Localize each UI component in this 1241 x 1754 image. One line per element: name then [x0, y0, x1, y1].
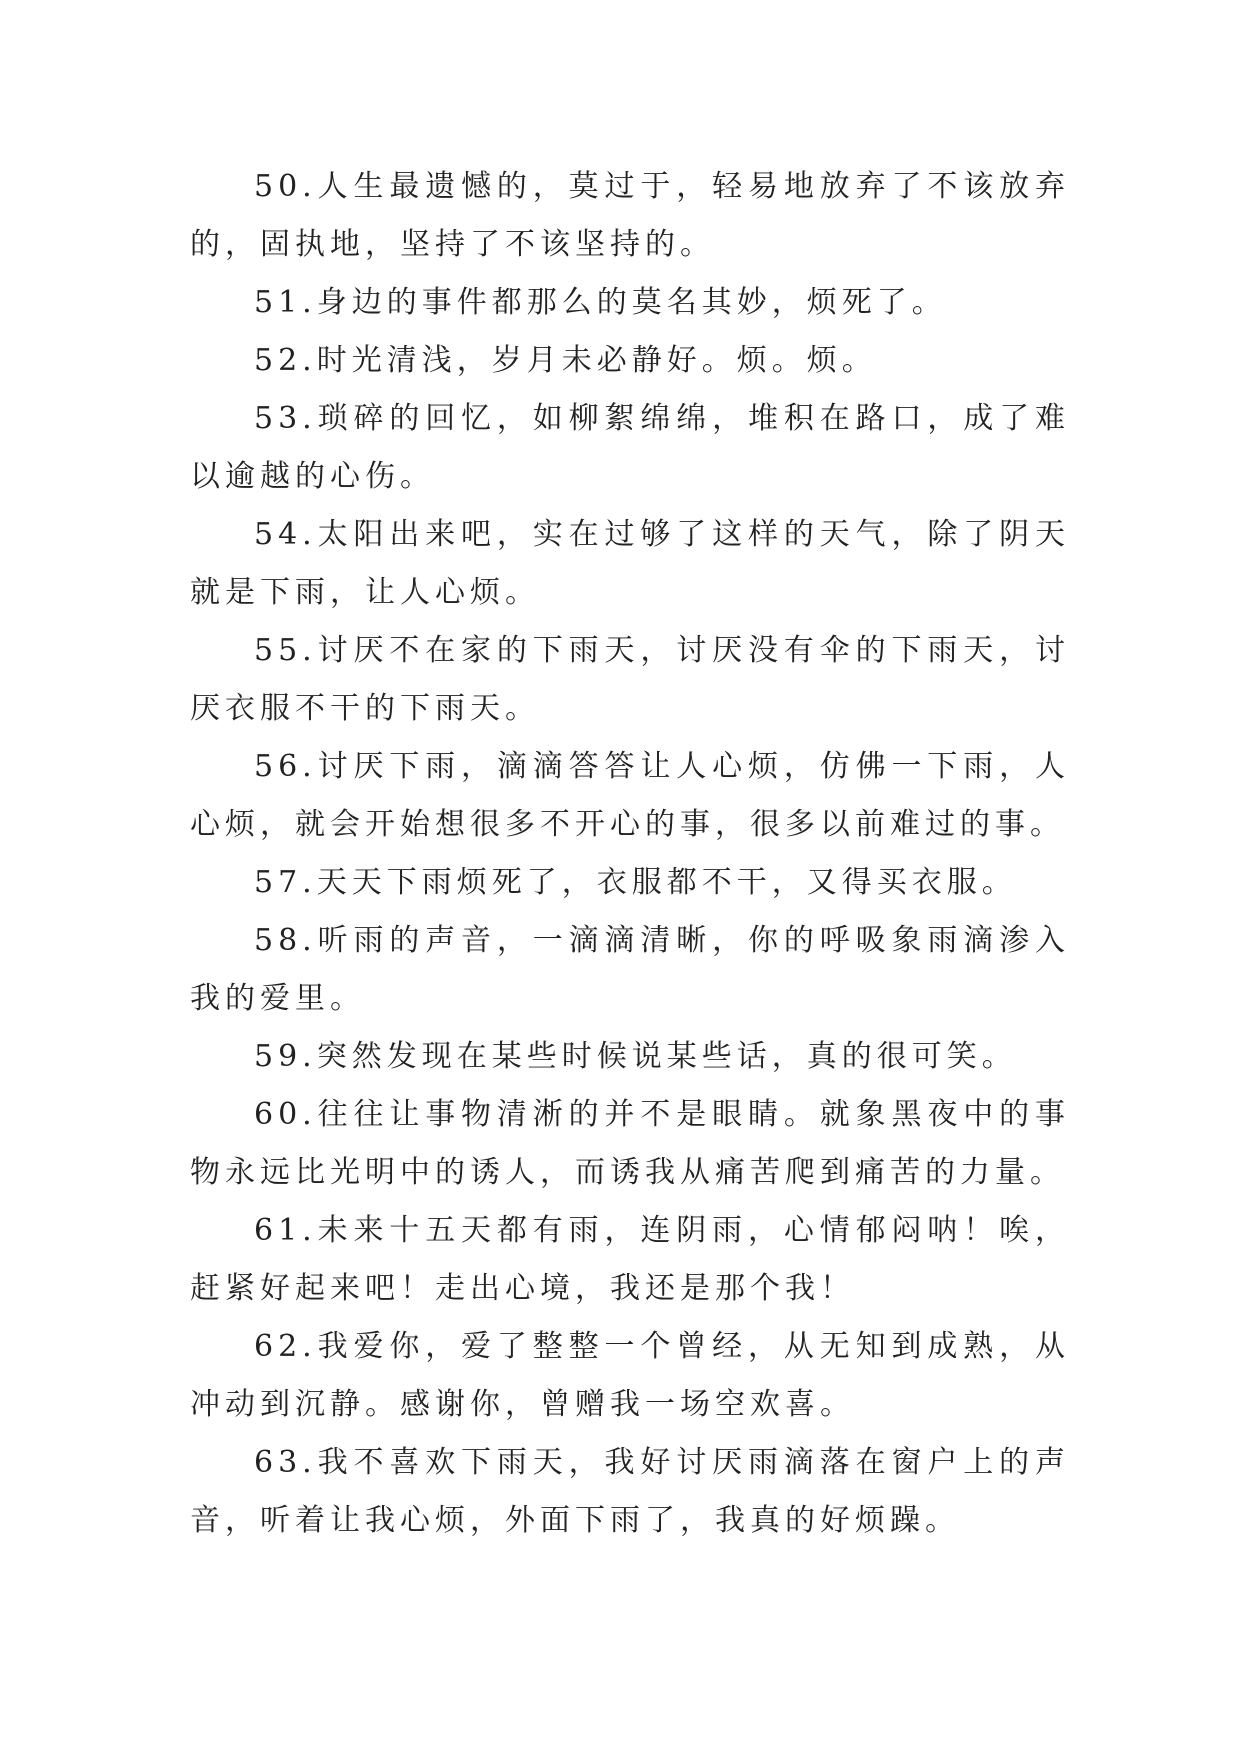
- entry-59: 59.突然发现在某些时候说某些话，真的很可笑。: [254, 1039, 1017, 1074]
- entry-54: 54.太阳出来吧，实在过够了这样的天气，除了阴天就是下雨，让人心烦。: [190, 517, 1070, 610]
- entry-53: 53.琐碎的回忆，如柳絮绵绵，堆积在路口，成了难以逾越的心伤。: [190, 401, 1070, 494]
- entry-62: 62.我爱你，爱了整整一个曾经，从无知到成熟，从冲动到沉静。感谢你，曾赠我一场空欢喜。: [190, 1329, 1070, 1422]
- entry-55: 55.讨厌不在家的下雨天，讨厌没有伞的下雨天，讨厌衣服不干的下雨天。: [190, 633, 1070, 726]
- document-body: [190, 158, 1070, 1550]
- entry-51: 51.身边的事件都那么的莫名其妙，烦死了。: [254, 285, 947, 320]
- entry-50: 50.人生最遗憾的，莫过于，轻易地放弃了不该放弃的，固执地，坚持了不该坚持的。: [190, 169, 1070, 262]
- entry-63: 63.我不喜欢下雨天，我好讨厌雨滴落在窗户上的声音，听着让我心烦，外面下雨了，我真的好烦躁。: [190, 1445, 1070, 1538]
- entry-57: 57.天天下雨烦死了，衣服都不干，又得买衣服。: [254, 865, 1017, 900]
- entry-60: 60.往往让事物清淅的并不是眼睛。就象黑夜中的事物永远比光明中的诱人，而诱我从痛苦爬到痛苦的力量。: [190, 1097, 1070, 1190]
- entry-58: 58.听雨的声音，一滴滴清晰，你的呼吸象雨滴渗入我的爱里。: [190, 923, 1070, 1016]
- entry-61: 61.未来十五天都有雨，连阴雨，心情郁闷呐！唉，赶紧好起来吧！走出心境，我还是那个我！: [190, 1213, 1070, 1306]
- entry-52: 52.时光清浅，岁月未必静好。烦。烦。: [254, 343, 877, 378]
- entry-56: 56.讨厌下雨，滴滴答答让人心烦，仿佛一下雨，人心烦，就会开始想很多不开心的事，很多以前难过的事。: [190, 749, 1070, 842]
